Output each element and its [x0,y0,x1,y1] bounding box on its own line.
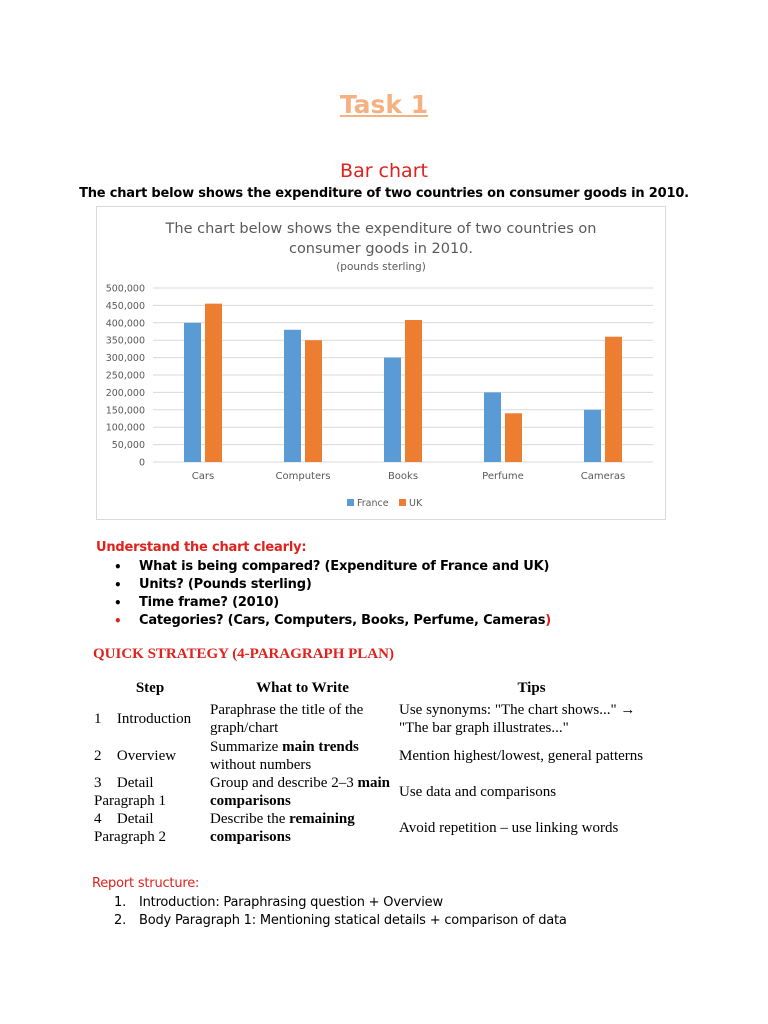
list-item-text: What is being compared? (Expenditure of France and UK) [139,559,550,574]
legend-swatch-france [347,499,354,506]
understand-heading: Understand the chart clearly: [96,540,307,555]
y-tick-label: 150,000 [105,405,145,417]
table-row [92,700,666,738]
list-number: 1. [114,895,127,910]
strategy-table [92,676,666,846]
list-item-text: Time frame? (2010) [139,595,279,610]
bar-uk-books [405,320,422,462]
tips-cell: Use data and comparisons [399,784,557,800]
chart-title-line1: The chart below shows the expenditure of two countries on [165,221,597,237]
cell-text: Summarize [210,739,283,755]
bullet-icon: • [114,596,122,610]
column-header-tips: Tips [517,679,546,696]
y-tick-label: 400,000 [105,318,145,330]
table-row [92,738,666,774]
bar-france-cameras [584,410,601,462]
y-tick-label: 250,000 [105,370,145,382]
column-header-step: Step [135,679,165,696]
x-tick-label: Cars [191,471,215,482]
list-item [114,894,567,912]
y-tick-label: 0 [138,457,145,469]
x-tick-label: Computers [275,471,331,482]
cell-text: Group and describe 2–3 [210,775,358,791]
table-row [92,810,666,846]
what-cell [208,774,397,810]
task-title: Task 1 [339,90,429,119]
understand-list [114,558,551,630]
table-header-row [92,676,666,700]
tips-cell: Use synonyms: "The chart shows..." → "The bar graph illustrates..." [399,702,636,736]
cell-text-bold: main trends [282,739,359,755]
column-header-what: What to Write [256,679,349,696]
cell-text-bold: remaining comparisons [210,811,355,845]
bar-uk-cars [205,304,222,462]
list-item [114,612,551,630]
report-heading: Report structure: [92,876,200,891]
list-item-text: Body Paragraph 1: Mentioning statical details + comparison of data [139,913,567,928]
bullet-icon: • [114,614,122,628]
cell-text: Describe the [210,811,290,827]
bar-uk-computers [305,340,322,462]
step-cell: 2⃣ Overview [94,748,177,764]
closing-paren: ) [545,613,552,628]
step-cell: 4⃣ Detail Paragraph 2 [94,811,167,845]
list-item [114,594,551,612]
step-cell: 1⃣ Introduction [94,711,192,727]
chart-type-title: Bar chart [340,160,428,182]
what-cell [208,810,397,846]
bar-france-books [384,358,401,462]
bar-france-cars [184,323,201,462]
legend-swatch-uk [399,499,406,506]
list-item-text: Introduction: Paraphrasing question + Overview [139,895,443,910]
bar-france-computers [284,330,301,462]
x-tick-label: Cameras [580,471,626,482]
question-text: The chart below shows the expenditure of two countries on consumer goods in 2010. [79,186,689,201]
strategy-heading: QUICK STRATEGY (4-PARAGRAPH PLAN) [93,646,394,662]
y-tick-label: 300,000 [105,353,145,365]
tips-cell: Avoid repetition – use linking words [399,820,619,836]
report-list [114,894,567,930]
x-tick-label: Perfume [482,471,524,482]
what-cell [208,738,397,774]
y-tick-label: 50,000 [111,440,145,452]
list-number: 2. [114,913,127,928]
y-tick-label: 500,000 [105,283,145,295]
chart-subtitle: (pounds sterling) [336,261,426,273]
list-item [114,576,551,594]
bar-chart-figure [96,206,666,520]
bar-france-perfume [484,392,501,462]
bar-chart [97,207,665,519]
y-tick-label: 100,000 [105,422,145,434]
what-cell: Paraphrase the title of the graph/chart [210,702,364,736]
bullet-icon: • [114,578,122,592]
list-item-text: Units? (Pounds sterling) [139,577,312,592]
legend-label: UK [409,498,423,509]
cell-text: without numbers [210,757,312,773]
step-cell: 3⃣ Detail Paragraph 1 [94,775,167,809]
chart-title-line2: consumer goods in 2010. [288,241,474,257]
x-tick-label: Books [387,471,419,482]
tips-cell: Mention highest/lowest, general patterns [399,748,644,764]
table-row [92,774,666,810]
bullet-icon: • [114,560,122,574]
y-tick-label: 350,000 [105,335,145,347]
cell-text-bold: main comparisons [210,775,390,809]
bar-uk-cameras [605,337,622,462]
list-item [114,558,551,576]
list-item [114,912,567,930]
bar-uk-perfume [505,413,522,462]
y-tick-label: 200,000 [105,387,145,399]
legend-label: France [357,498,389,509]
y-tick-label: 450,000 [105,300,145,312]
list-item-text: Categories? (Cars, Computers, Books, Perfume, Cameras [139,613,546,628]
